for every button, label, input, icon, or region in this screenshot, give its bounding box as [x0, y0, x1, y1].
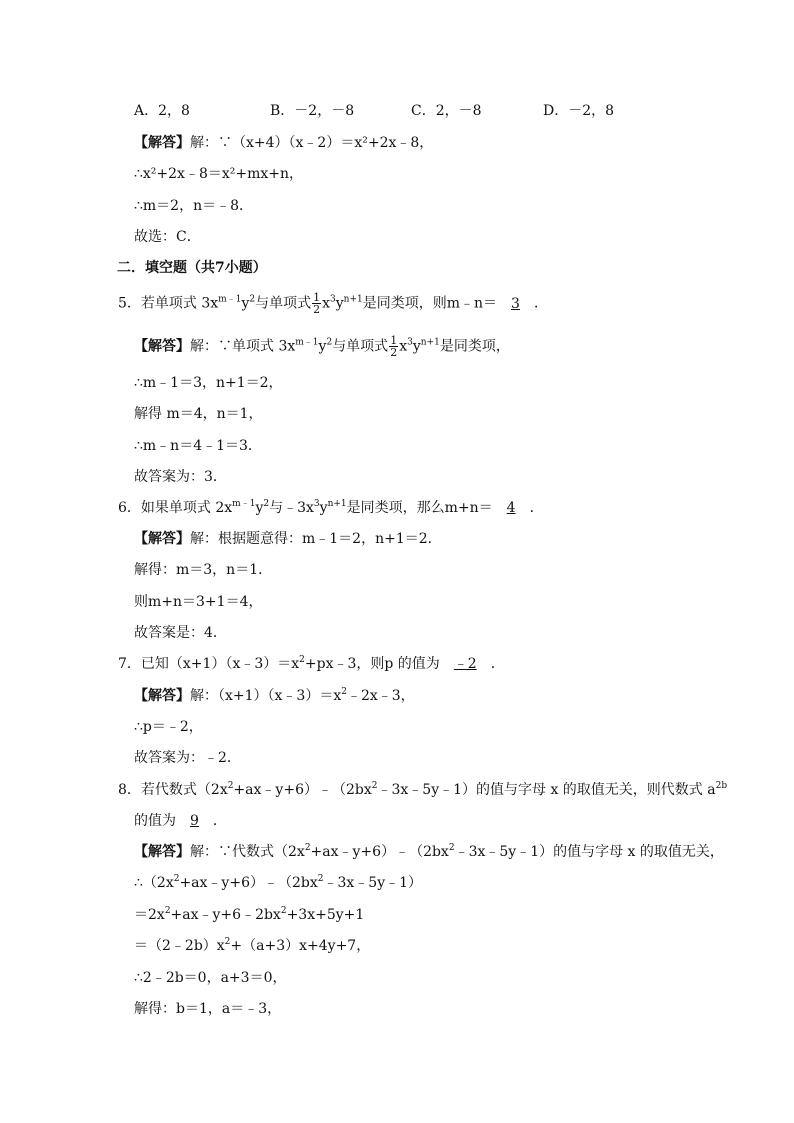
solution-line: ∴p＝﹣2，	[134, 719, 203, 735]
answer-text: +3x+5y+1	[286, 907, 365, 923]
exponent: n+1	[420, 337, 440, 348]
answer-text: 解：∵单项式 3x	[190, 338, 296, 355]
numerator: 1	[313, 291, 321, 304]
exponent: 2	[164, 906, 171, 916]
exponent: 2	[263, 499, 270, 509]
exponent: 2	[280, 906, 287, 916]
stem-text: y	[319, 500, 328, 516]
exponent: 2	[299, 655, 305, 665]
answer-text: ＝2x	[134, 907, 165, 923]
stem-text: y	[335, 295, 344, 312]
stem-text: 是同类项，则m﹣n＝	[362, 295, 498, 312]
solution-line: 则m+n＝3+1＝4，	[134, 594, 263, 610]
answer-text: +ax﹣y+6）﹣（2bx	[179, 875, 318, 891]
question-6	[118, 498, 544, 518]
question-7	[118, 654, 505, 674]
exponent: 2	[326, 337, 333, 348]
answer-tag: 【解答】	[134, 338, 190, 355]
exponent: n+1	[327, 499, 347, 509]
exponent: 2b	[715, 781, 728, 791]
stem-text: ．	[490, 656, 505, 672]
stem-text: 5．若单项式 3x	[118, 295, 219, 312]
exponent: 3	[407, 337, 413, 348]
solution-line: 故答案为：3．	[134, 469, 227, 485]
answer-text: 解：（x+1）（x﹣3）＝x	[190, 688, 342, 704]
exponent: m﹣1	[218, 294, 242, 305]
solution-line	[134, 936, 370, 956]
exponent: m﹣1	[232, 499, 256, 509]
answer-text: ﹣3x﹣5y﹣1）的值与字母 x 的取值无关，	[454, 844, 724, 860]
stem-text: ．	[529, 500, 544, 516]
exponent: 2	[249, 294, 256, 305]
stem-text: 与﹣3x	[269, 500, 314, 516]
exponent: 3	[330, 294, 336, 305]
answer-blank: 4	[506, 500, 516, 516]
stem-text: ．	[212, 813, 227, 829]
answer-text: ＝（2﹣2b）x	[134, 938, 225, 954]
q4-answer-line	[134, 133, 433, 153]
solution-line: 故答案是：4．	[134, 625, 227, 641]
answer-text: y	[412, 338, 421, 355]
answer-text: 解：∵代数式（2x	[190, 844, 305, 860]
stem-text: 的值为	[134, 813, 176, 829]
q6-answer-line	[134, 529, 442, 549]
stem-text: 6．如果单项式 2x	[118, 500, 233, 516]
section-heading: 二．填空题（共7小题）	[117, 260, 267, 276]
solution-line: 解得 m＝4，n＝1，	[134, 406, 263, 422]
exponent: 2	[173, 874, 180, 884]
answer-tag: 【解答】	[134, 844, 190, 860]
question-8-continued	[134, 811, 227, 831]
denominator: 2	[390, 346, 398, 359]
solution-line	[134, 873, 422, 893]
stem-text: +ax﹣y+6）﹣（2bx	[233, 782, 372, 798]
solution-line: ∴m﹣1＝3，n+1＝2，	[134, 375, 283, 391]
numerator: 1	[390, 334, 398, 347]
stem-text: 是同类项，那么m+n＝	[346, 500, 493, 516]
choice-d: D．－2，8	[543, 103, 615, 119]
answer-text: ﹣3x﹣5y﹣1）	[323, 875, 423, 891]
answer-blank: ﹣2	[453, 656, 477, 672]
choice-a: A．2，8	[134, 103, 190, 119]
answer-text: ∴（2x	[134, 875, 174, 891]
exponent: n+1	[343, 294, 363, 305]
answer-blank: 3	[511, 295, 520, 312]
answer-text: +ax﹣y+6）﹣（2bx	[310, 844, 449, 860]
exponent: 2	[317, 874, 324, 884]
stem-text: +px﹣3，则p 的值为	[304, 656, 440, 672]
q8-answer-line	[134, 842, 724, 862]
denominator: 2	[313, 303, 321, 316]
solution-line	[134, 905, 364, 925]
stem-text: x	[322, 295, 330, 312]
exponent: 2	[304, 843, 311, 853]
solution-line: 解得：m＝3，n＝1．	[134, 562, 273, 578]
stem-text: 与单项式	[255, 295, 312, 312]
choices-row	[134, 101, 190, 121]
exponent: 2	[448, 843, 455, 853]
stem-text: 7．已知（x+1）（x﹣3）＝x	[118, 656, 300, 672]
answer-text: 解：根据题意得：m﹣1＝2，n+1＝2．	[190, 531, 442, 547]
exponent: 2	[227, 781, 234, 791]
answer-tag: 【解答】	[134, 688, 190, 704]
stem-text: y	[241, 295, 250, 312]
solution-line: ∴m﹣n＝4﹣1＝3．	[134, 438, 262, 454]
exponent: 3	[313, 499, 320, 509]
answer-text: +（a+3）x+4y+7，	[230, 938, 371, 954]
answer-text: +ax﹣y+6﹣2bx	[170, 907, 281, 923]
solution-line: ∴x²+2x﹣8＝x²+mx+n，	[134, 166, 304, 182]
exponent: 2	[341, 687, 347, 697]
exponent: 2	[371, 781, 378, 791]
choice-c: C．2，－8	[411, 103, 482, 119]
fraction	[312, 292, 321, 315]
answer-text: y	[318, 338, 327, 355]
stem-text: ﹣3x﹣5y﹣1）的值与字母 x 的取值无关，则代数式 a	[377, 782, 716, 798]
solution-line: ∴2﹣2b＝0，a+3＝0，	[134, 970, 287, 986]
solution-line: ∴m＝2，n＝﹣8．	[134, 198, 254, 214]
q7-answer-line	[134, 686, 415, 706]
answer-text: 解：∵（x+4）（x﹣2）＝x²+2x﹣8，	[190, 135, 434, 151]
exponent: m﹣1	[295, 337, 319, 348]
answer-tag: 【解答】	[134, 135, 190, 151]
solution-line: 故选：C．	[134, 229, 201, 245]
answer-text: 是同类项，	[439, 338, 510, 355]
solution-line: 故答案为：﹣2．	[134, 750, 241, 766]
q5-answer-line	[134, 335, 510, 358]
stem-text: 8．若代数式（2x	[118, 782, 228, 798]
question-8	[118, 780, 727, 800]
choice-b: B．－2，－8	[270, 103, 355, 119]
stem-text: y	[255, 500, 264, 516]
answer-tag: 【解答】	[134, 531, 190, 547]
stem-text: ．	[533, 295, 548, 312]
answer-text: ﹣2x﹣3，	[346, 688, 415, 704]
answer-text: 与单项式	[332, 338, 389, 355]
solution-line: 解得：b＝1，a＝﹣3，	[134, 1001, 282, 1017]
exponent: 2	[224, 937, 231, 947]
answer-text: x	[399, 338, 408, 355]
answer-blank: 9	[190, 813, 199, 829]
fraction	[389, 335, 398, 358]
question-5	[118, 292, 548, 315]
